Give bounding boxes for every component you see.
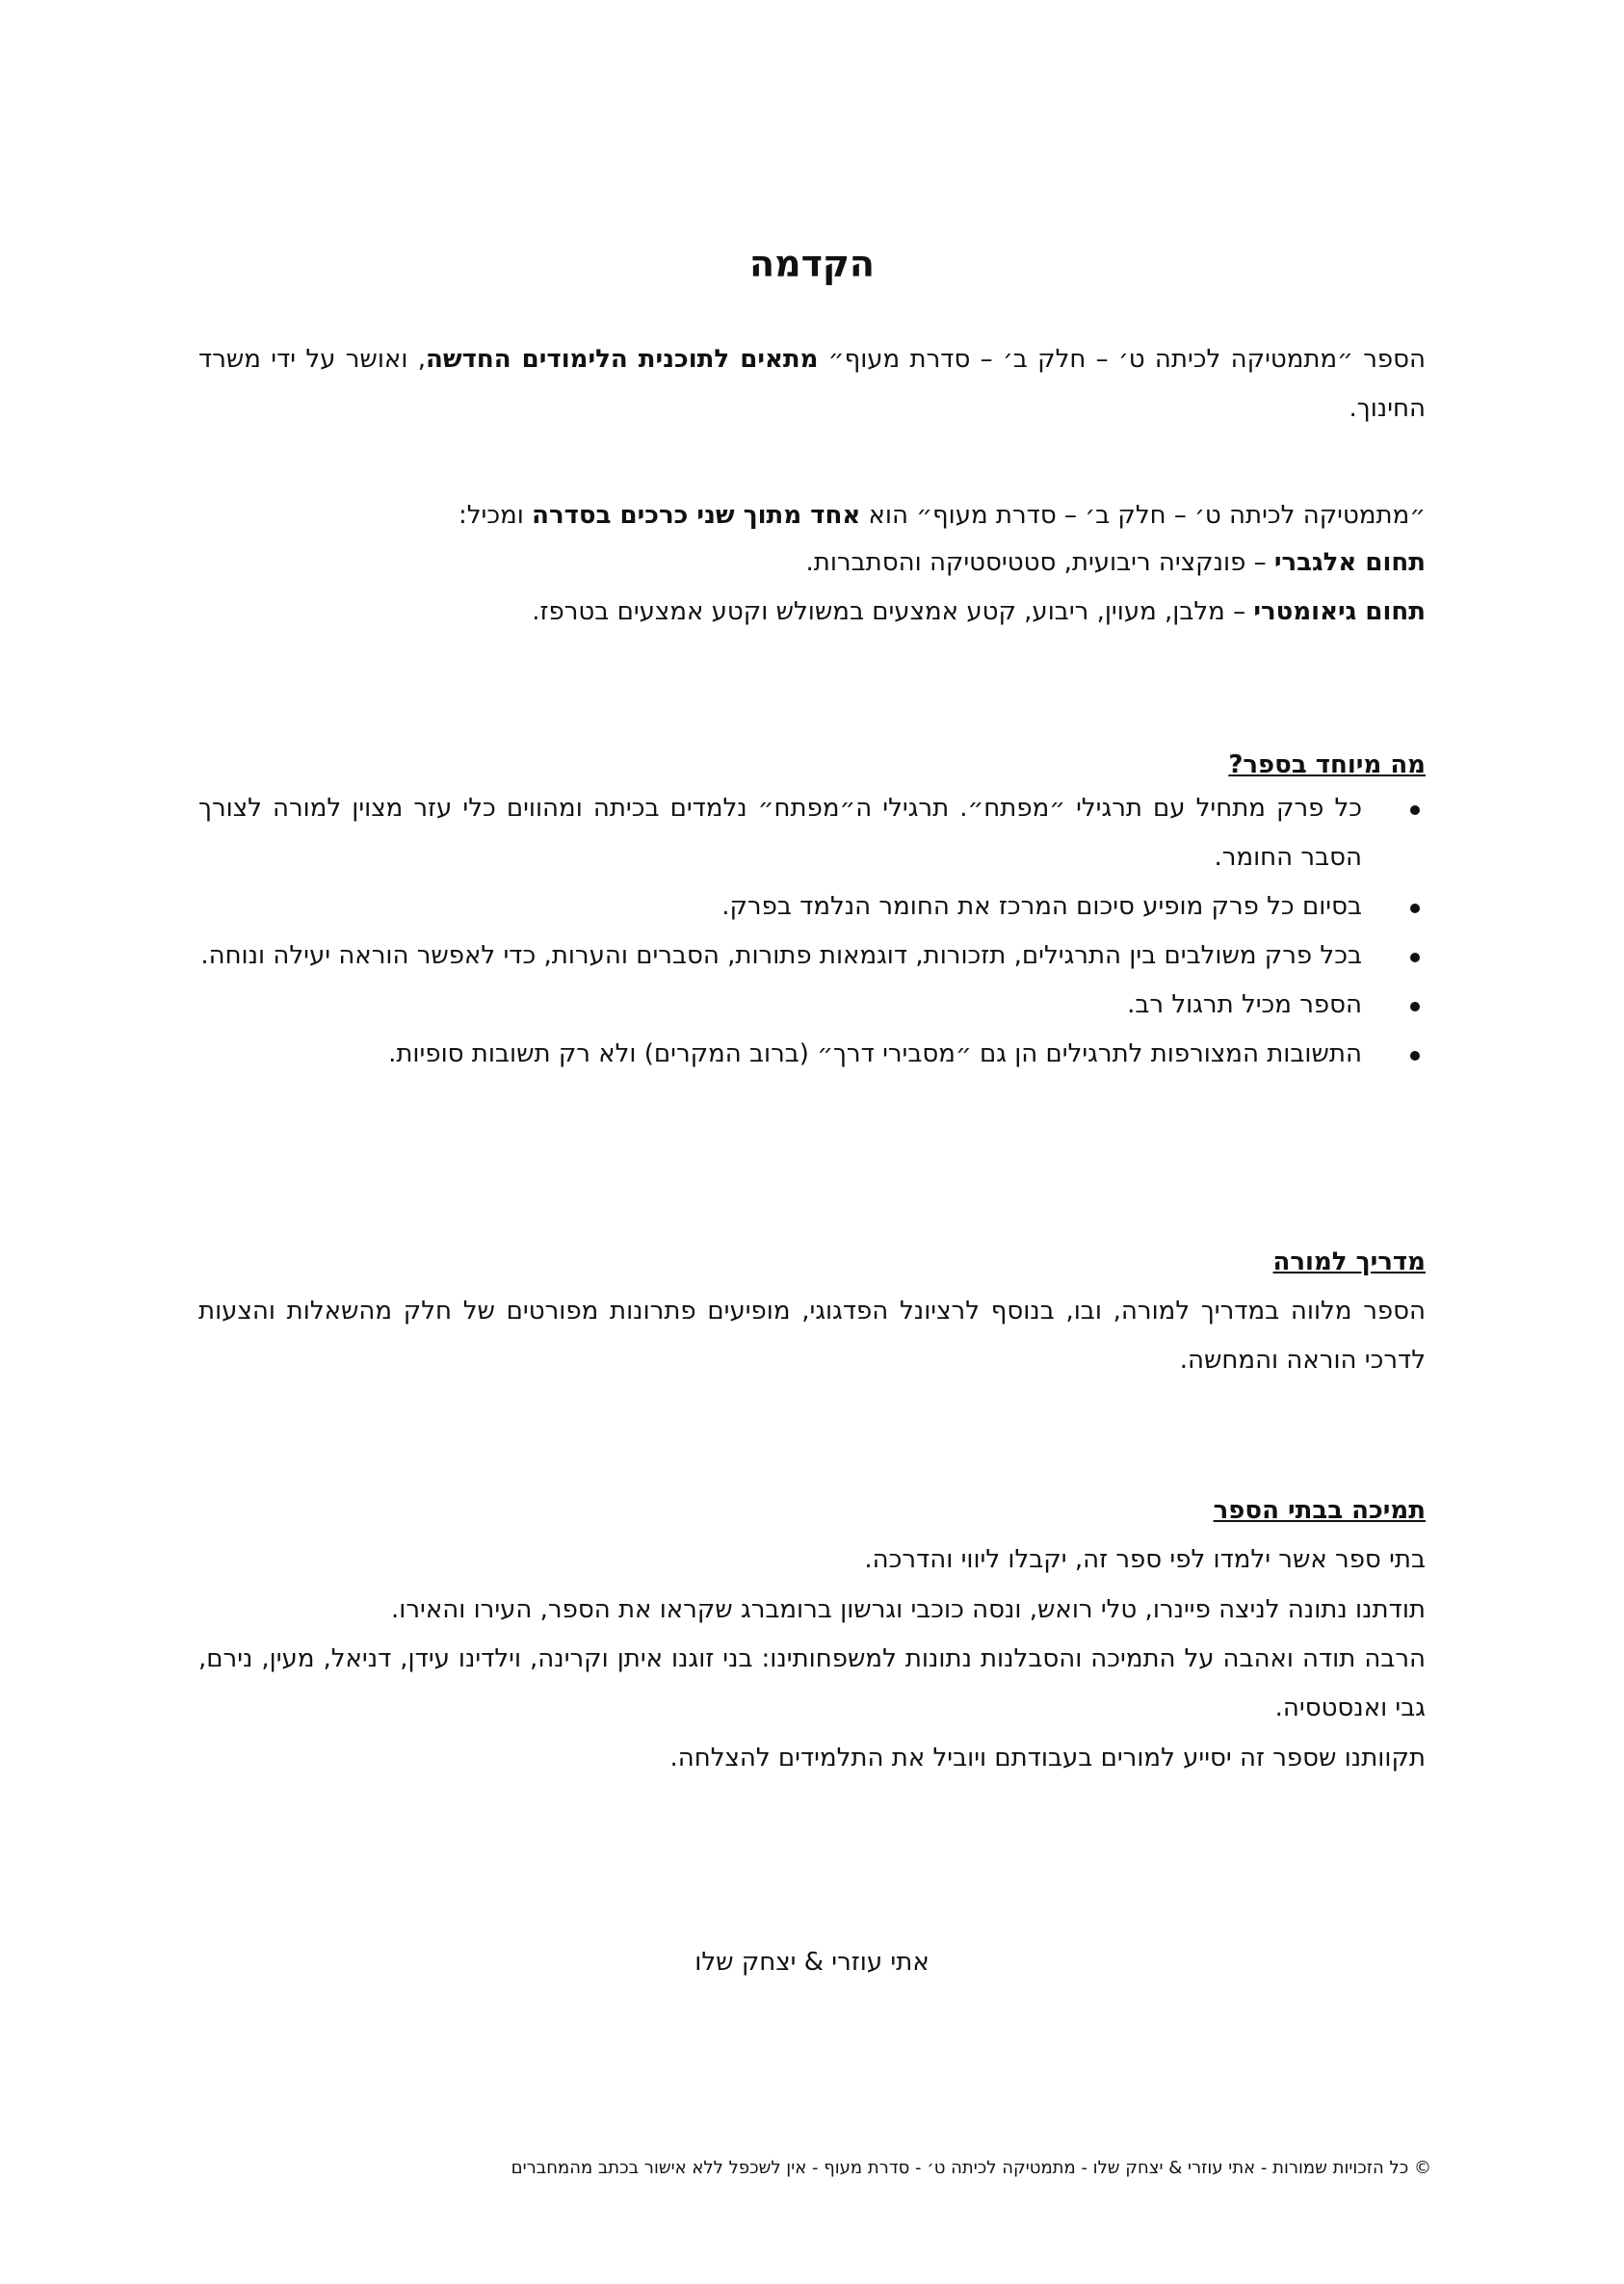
guide-heading: מדריך למורה xyxy=(1272,1247,1426,1276)
authors-signature: אתי עוזרי & יצחק שלו xyxy=(694,1948,930,1977)
list-item xyxy=(198,784,1426,882)
list-item xyxy=(198,932,1426,981)
support-line-1: בתי ספר אשר ילמדו לפי ספר זה, יקבלו ליווי והדרכה. xyxy=(864,1545,1426,1574)
list-item xyxy=(198,981,1426,1030)
algebra-label: תחום אלגברי xyxy=(1273,548,1426,577)
geometry-topics: – מלבן, מעוין, ריבוע, קטע אמצעים במשולש וקטע אמצעים בטרפז. xyxy=(532,597,1254,626)
bullet-icon xyxy=(1410,904,1420,913)
bullet-icon xyxy=(1410,1002,1420,1011)
copyright-footer: © כל הזכויות שמורות - אתי עוזרי & יצחק שלו - מתמטיקה לכיתה ט׳ - סדרת מעוף - אין לשכפל ללא אישור בכתב מהמחברים xyxy=(511,2158,1431,2178)
geometry-label: תחום גיאומטרי xyxy=(1253,597,1426,626)
guide-paragraph: הספר מלווה במדריך למורה, ובו, בנוסף לרציונל הפדגוגי, מופיעים פתרונות מפורטים של חלק מהשאלות והצעות לדרכי הוראה והמחשה. xyxy=(198,1297,1426,1375)
special-list xyxy=(198,784,1426,1079)
list-item xyxy=(198,882,1426,932)
special-heading: מה מיוחד בספר? xyxy=(1228,750,1426,779)
list-item-text: בכל פרק משולבים בין התרגילים, תזכורות, דוגמאות פתורות, הסברים והערות, כדי לאפשר הוראה יעילה ונוחה. xyxy=(200,941,1362,970)
list-item-text: כל פרק מתחיל עם תרגילי ״מפתח״. תרגילי ה״מפתח״ נלמדים בכיתה ומהווים כלי עזר מצוין למורה לצורך הסבר החומר. xyxy=(198,794,1362,872)
list-item xyxy=(198,1030,1426,1079)
contents-intro xyxy=(458,491,1426,540)
support-heading: תמיכה בבתי הספר xyxy=(1213,1496,1426,1525)
bullet-icon xyxy=(1410,953,1420,962)
contents-text: ״מתמטיקה לכיתה ט׳ – חלק ב׳ – סדרת מעוף״ הוא xyxy=(860,501,1426,530)
list-item-text: הספר מכיל תרגול רב. xyxy=(1127,990,1362,1019)
support-line-4: תקוותנו שספר זה יסייע למורים בעבודתם ויוביל את התלמידים להצלחה. xyxy=(669,1744,1426,1772)
page-title: הקדמה xyxy=(748,243,876,285)
intro-paragraph xyxy=(198,335,1426,433)
bullet-icon xyxy=(1410,1051,1420,1061)
intro-text-end: , ואושר על ידי משרד החינוך. xyxy=(198,345,1426,423)
contents-text-end: ומכיל: xyxy=(458,501,533,530)
contents-bold-text: אחד מתוך שני כרכים בסדרה xyxy=(532,501,861,530)
list-item-text: בסיום כל פרק מופיע סיכום המרכז את החומר הנלמד בפרק. xyxy=(721,892,1362,921)
support-line-3: הרבה תודה ואהבה על התמיכה והסבלנות נתונות למשפחותינו: בני זוגנו איתן וקרינה, וילדינו עידן, דניאל, מעין, נירם, גבי ואנסטסיה. xyxy=(198,1644,1426,1722)
intro-text: הספר ״מתמטיקה לכיתה ט׳ – חלק ב׳ – סדרת מעוף״ xyxy=(818,345,1426,374)
geometry-line xyxy=(532,588,1426,637)
algebra-line xyxy=(806,538,1427,588)
list-item-text: התשובות המצורפות לתרגילים הן גם ״מסבירי דרך״ (ברוב המקרים) ולא רק תשובות סופיות. xyxy=(388,1039,1362,1068)
support-line-2: תודתנו נתונה לניצה פיינרו, טלי רואש, ונסה כוכבי וגרשון ברומברג שקראו את הספר, העירו והאירו. xyxy=(391,1595,1426,1624)
bullet-icon xyxy=(1410,805,1420,815)
algebra-topics: – פונקציה ריבועית, סטטיסטיקה והסתברות. xyxy=(805,548,1274,577)
intro-bold-text: מתאים לתוכנית הלימודים החדשה xyxy=(425,345,819,374)
